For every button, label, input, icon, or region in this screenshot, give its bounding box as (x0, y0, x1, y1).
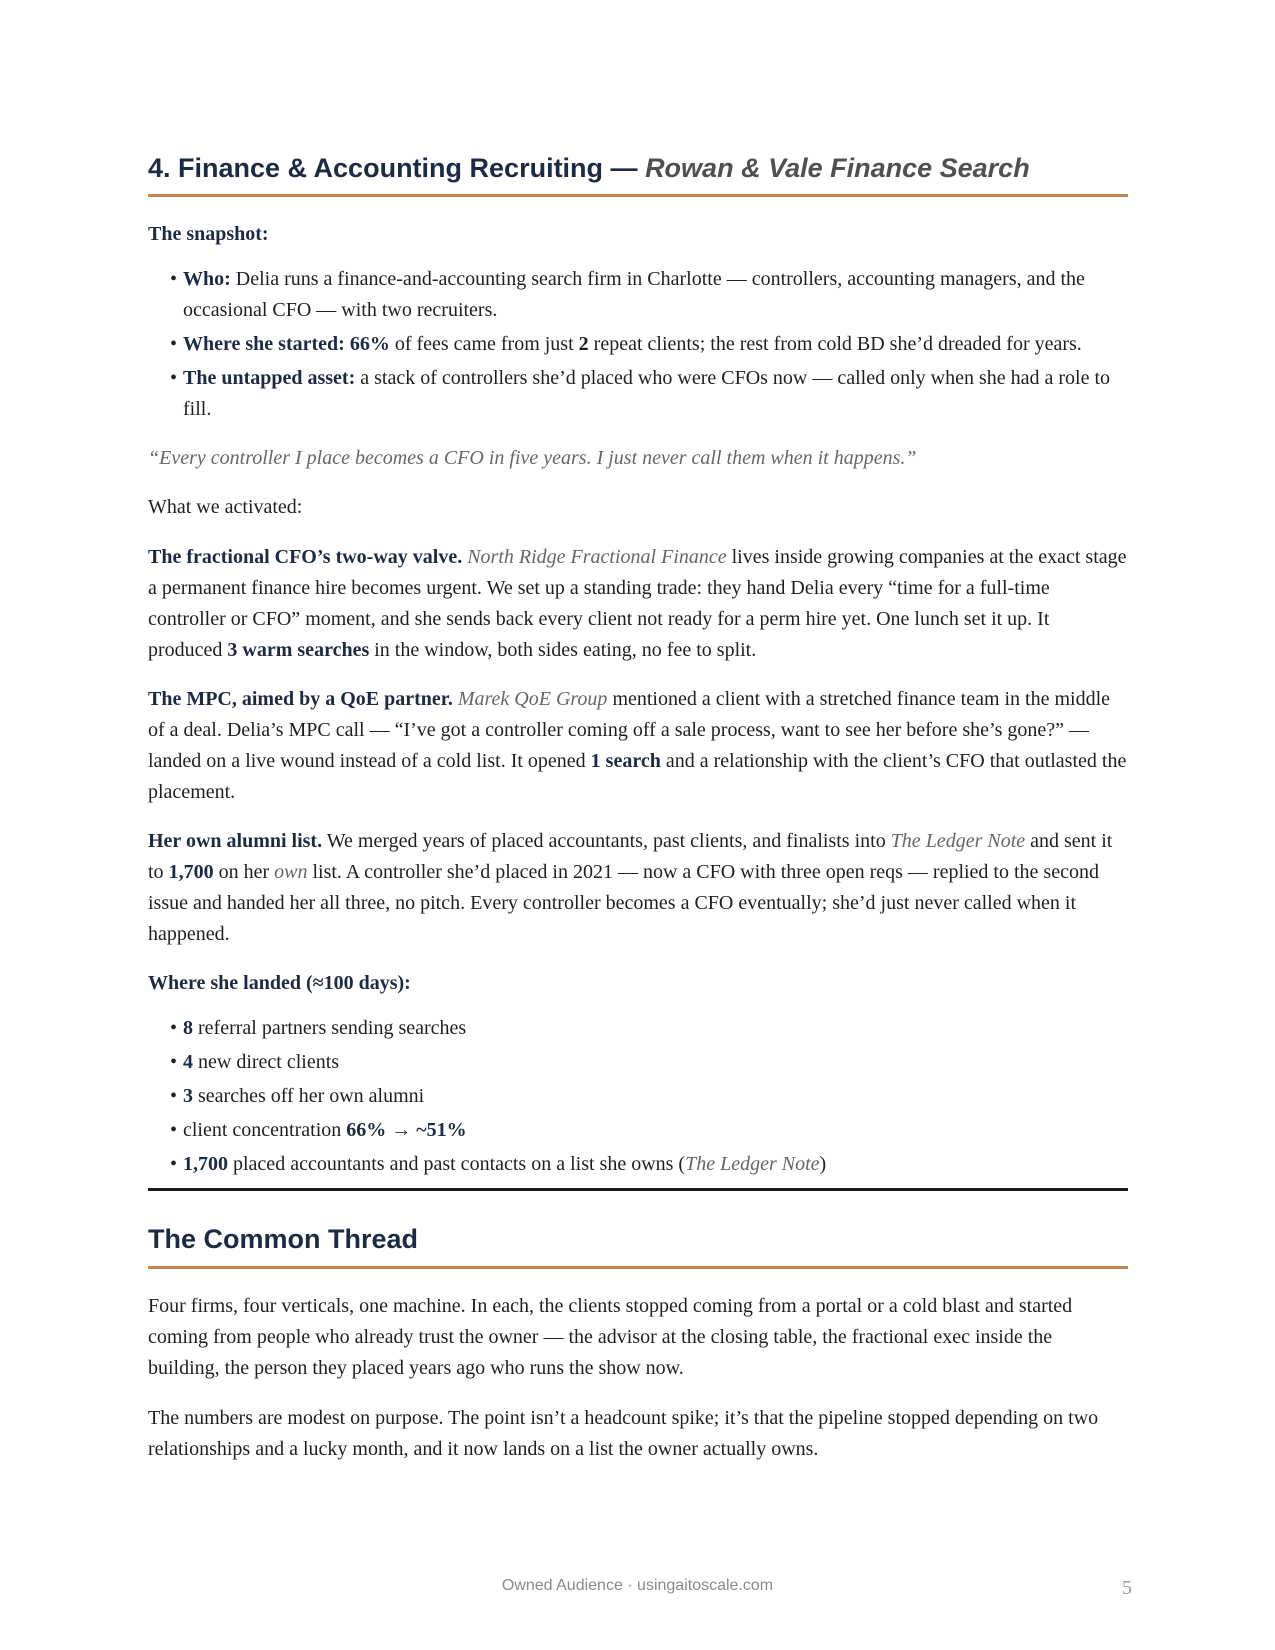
landed-item-text: new direct clients (193, 1051, 340, 1074)
snapshot-item-asset (170, 363, 1128, 425)
list-text: placed accountants and past contacts on a list she owns ( (228, 1153, 686, 1176)
who-label: Who: (183, 268, 231, 291)
para2-text-2: and a relationship with the client’s CFO that outlasted the placement. (148, 750, 1127, 804)
para2-partner: Marek QoE Group (457, 688, 608, 711)
snapshot-item-who (170, 264, 1128, 326)
section-title-firm: Rowan & Vale Finance Search (645, 153, 1030, 183)
concentration-value: 66% → ~51% (346, 1119, 467, 1142)
para2-highlight: 1 search (590, 750, 661, 773)
landed-item (170, 1081, 1128, 1112)
para3-newsletter: The Ledger Note (890, 830, 1026, 853)
para1-text-1: lives inside growing companies at the exact stage a permanent finance hire becomes urgent. We set up a standing trade: they hand Delia every “time for a full-time controller or CFO” moment, and she sends back every client not ready for a perm hire yet. One lunch set it up. It produced (148, 546, 1127, 662)
landed-item (170, 1013, 1128, 1044)
start-text-1: of fees came from just (389, 333, 579, 356)
start-text-2: repeat clients; the rest from cold BD she’d dreaded for years. (588, 333, 1082, 356)
para1-lead: The fractional CFO’s two-way valve. (148, 546, 463, 569)
para1-text-2: in the window, both sides eating, no fee to split. (369, 639, 757, 662)
common-thread-heading: The Common Thread (148, 1223, 1128, 1268)
paragraph-alumni (148, 826, 1128, 950)
landed-item-num: 8 (183, 1017, 193, 1040)
para3-lead: Her own alumni list. (148, 830, 323, 853)
section-title-prefix: 4. Finance & Accounting Recruiting — (148, 153, 646, 183)
landed-item-num: 3 (183, 1085, 193, 1108)
landed-item-concentration (170, 1115, 1128, 1146)
concentration-text: client concentration (183, 1119, 347, 1142)
list-name: The Ledger Note (685, 1153, 820, 1176)
para3-text-2: and sent it to (148, 830, 1113, 884)
start-label: Where she started: (183, 333, 345, 356)
page-footer: Owned Audience · usingaitoscale.com (501, 1577, 774, 1594)
common-thread-paragraph-2: The numbers are modest on purpose. The point isn’t a headcount spike; it’s that the pipeline stopped depending on two relationships and a lucky month, and it now lands on a list the owner actually owns. (148, 1406, 1099, 1460)
start-pct: 66% (344, 333, 390, 356)
para3-own: own (274, 861, 308, 884)
activated-label: What we activated: (148, 496, 303, 519)
section-heading (148, 152, 1128, 197)
list-num: 1,700 (183, 1153, 228, 1176)
para2-lead: The MPC, aimed by a QoE partner. (148, 688, 453, 711)
paragraph-mpc (148, 684, 1128, 808)
para1-highlight: 3 warm searches (227, 639, 370, 662)
para1-partner: North Ridge Fractional Finance (467, 546, 727, 569)
para3-text-4: list. A controller she’d placed in 2021 — now a CFO with three open reqs — replied to the second issue and handed her all three, no pitch. Every controller becomes a CFO eventually; she’d just never called when it happened. (148, 861, 1099, 946)
list-close: ) (819, 1153, 827, 1176)
landed-item (170, 1047, 1128, 1078)
start-num: 2 (578, 333, 589, 356)
pull-quote: “Every controller I place becomes a CFO in five years. I just never call them when it happens.” (148, 447, 917, 470)
landed-item-text: referral partners sending searches (193, 1017, 467, 1040)
snapshot-list (148, 264, 1128, 425)
paragraph-fractional-cfo (148, 542, 1128, 666)
para2-text-1: mentioned a client with a stretched finance team in the middle of a deal. Delia’s MPC call — “I’ve got a controller coming off a sale process, want to see her before she’s gone?” — landed on a live wound instead of a cold list. It opened (148, 688, 1111, 773)
common-thread-paragraph-1: Four firms, four verticals, one machine. In each, the clients stopped coming from a portal or a cold blast and started coming from people who already trust the owner — the advisor at the closing table, the fractional exec inside the building, the person they placed years ago who runs the show now. (148, 1294, 1073, 1379)
landed-item-num: 4 (183, 1051, 193, 1074)
para3-text-1: We merged years of placed accountants, past clients, and finalists into (322, 830, 891, 853)
landed-label: Where she landed (≈100 days): (148, 972, 411, 995)
landed-list (148, 1013, 1128, 1180)
landed-item-list (170, 1149, 1128, 1180)
asset-text: a stack of controllers she’d placed who were CFOs now — called only when she had a role to fill. (183, 367, 1111, 421)
who-text: Delia runs a finance-and-accounting search firm in Charlotte — controllers, accounting managers, and the occasional CFO — with two recruiters. (183, 268, 1085, 322)
snapshot-item-start (170, 329, 1128, 360)
snapshot-label: The snapshot: (148, 223, 269, 246)
asset-label: The untapped asset: (183, 367, 356, 390)
document-page (148, 0, 1128, 1465)
page-number: 5 (1122, 1577, 1132, 1599)
para3-text-3: on her (213, 861, 275, 884)
landed-item-text: searches off her own alumni (193, 1085, 425, 1108)
section-divider (148, 1188, 1128, 1191)
para3-count: 1,700 (168, 861, 214, 884)
